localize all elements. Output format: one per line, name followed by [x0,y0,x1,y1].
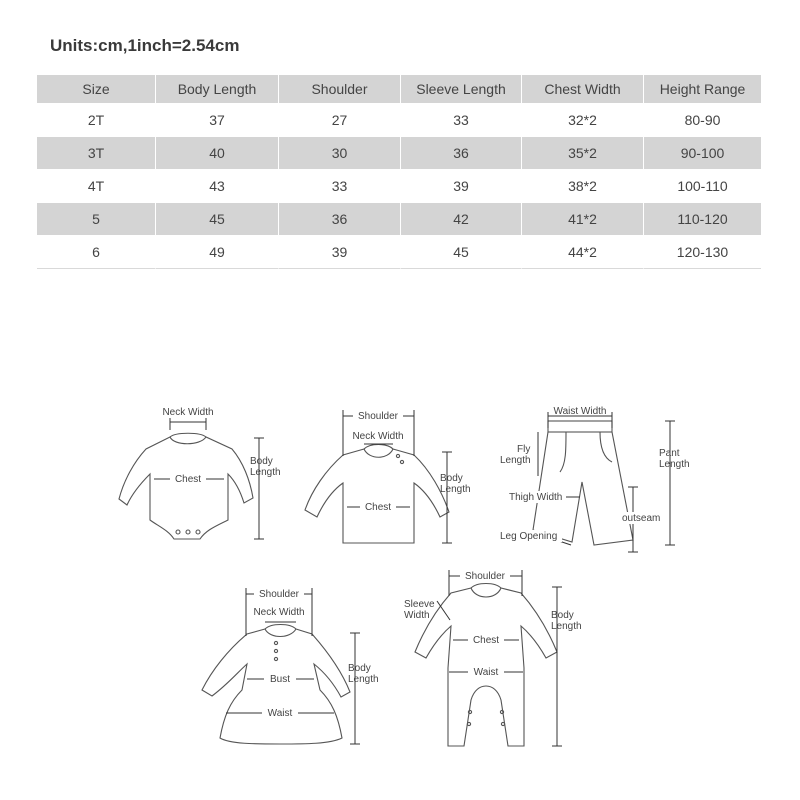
shirt-collar [364,445,393,450]
chest-label: Chest [174,474,202,485]
cell-chest-width: 35*2 [521,136,643,169]
cell-shoulder: 30 [278,136,400,169]
cell-body-length: 40 [155,136,278,169]
cell-size: 3T [37,136,155,169]
pants-waistband [548,421,612,432]
dress-collar [265,625,296,630]
cell-chest-width: 44*2 [521,235,643,269]
shirt-outline [305,449,449,543]
dress-outline [202,629,350,744]
dress-button [274,649,277,652]
sleeve-width-label-2: Width [404,610,430,621]
bodysuit-diagram [119,407,281,539]
pants-outline [533,432,633,545]
body-length-label-1: Body [348,663,371,674]
cell-sleeve-length: 36 [400,136,521,169]
cell-body-length: 45 [155,202,278,235]
dress-button [274,657,277,660]
sleeve-width-line [437,601,450,620]
shirt-button [400,460,403,463]
shoulder-label: Shoulder [357,411,399,422]
cell-body-length: 49 [155,235,278,269]
body-length-label-2: Length [250,467,281,478]
romper-diagram [404,569,582,746]
cell-chest-width: 38*2 [521,169,643,202]
header-height-range: Height Range [643,75,761,103]
cell-height-range: 90-100 [643,136,761,169]
pants-diagram [498,406,690,552]
cell-chest-width: 41*2 [521,202,643,235]
fly-length-label-2: Length [500,455,531,466]
pants-pocket [600,432,612,462]
units-label: Units:cm,1inch=2.54cm [50,36,240,55]
cell-chest-width: 32*2 [521,103,643,136]
fly-length-label-1: Fly [517,444,531,455]
cell-shoulder: 27 [278,103,400,136]
body-length-label-1: Body [440,473,463,484]
waist-width-label: Waist Width [553,406,607,417]
thigh-width-label: Thigh Width [509,492,563,503]
neck-width-label: Neck Width [162,407,214,418]
cell-size: 5 [37,202,155,235]
bodysuit-outline [119,437,253,539]
pant-length-label-2: Length [659,459,690,470]
header-body-length: Body Length [155,75,278,103]
header-shoulder: Shoulder [278,75,400,103]
header-size: Size [37,75,155,103]
cell-height-range: 120-130 [643,235,761,269]
cell-sleeve-length: 39 [400,169,521,202]
cell-shoulder: 33 [278,169,400,202]
leg-opening-label: Leg Opening [500,531,558,542]
shoulder-label: Shoulder [258,589,300,600]
cell-size: 6 [37,235,155,269]
header-sleeve-length: Sleeve Length [400,75,521,103]
cell-height-range: 80-90 [643,103,761,136]
dress-diagram [202,587,379,744]
body-length-label-1: Body [551,610,574,621]
body-length-label-2: Length [348,674,379,685]
romper-snap [500,710,503,713]
body-length-label-2: Length [551,621,582,632]
pant-length-label-1: Pant [659,448,680,459]
cell-shoulder: 39 [278,235,400,269]
cell-sleeve-length: 45 [400,235,521,269]
cell-height-range: 110-120 [643,202,761,235]
snap-button [186,530,190,534]
neck-width-label: Neck Width [253,607,305,618]
bodysuit-collar [170,433,206,437]
cell-size: 4T [37,169,155,202]
cell-sleeve-length: 33 [400,103,521,136]
outseam-label: outseam [622,513,661,524]
waist-label: Waist [473,667,499,678]
snap-button [196,530,200,534]
sleeve-width-label-1: Sleeve [404,599,435,610]
romper-snap [501,722,504,725]
dress-button [274,641,277,644]
romper-snap [467,722,470,725]
chest-label: Chest [472,635,500,646]
cell-height-range: 100-110 [643,169,761,202]
neck-width-label: Neck Width [352,431,404,442]
pants-fly [560,432,566,472]
romper-collar [471,584,501,589]
snap-button [176,530,180,534]
body-length-label-1: Body [250,456,273,467]
cell-shoulder: 36 [278,202,400,235]
romper-snap [468,710,471,713]
cell-sleeve-length: 42 [400,202,521,235]
cell-size: 2T [37,103,155,136]
bust-label: Bust [269,674,291,685]
cell-body-length: 43 [155,169,278,202]
cell-body-length: 37 [155,103,278,136]
shirt-diagram [305,409,471,543]
shoulder-label: Shoulder [464,571,506,582]
waist-label: Waist [267,708,293,719]
header-chest-width: Chest Width [521,75,643,103]
chest-label: Chest [364,502,392,513]
shirt-button [396,454,399,457]
body-length-label-2: Length [440,484,471,495]
